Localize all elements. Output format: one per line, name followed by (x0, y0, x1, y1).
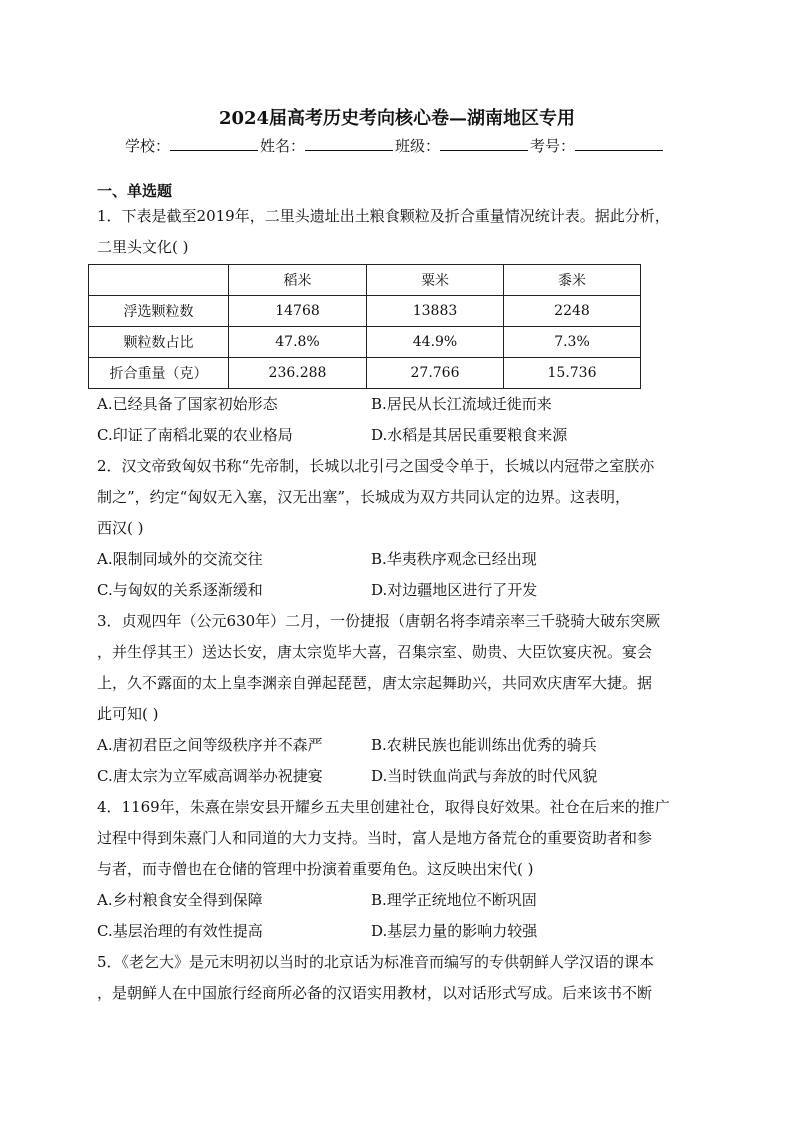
option-c[interactable]: C.印证了南稻北粟的农业格局 (97, 426, 293, 444)
option-a[interactable]: A.乡村粮食安全得到保障 (97, 891, 263, 909)
question-5-stem (97, 947, 697, 1009)
table-cell: 13883 (367, 296, 504, 327)
name-label: 姓名： (260, 137, 306, 155)
name-blank[interactable] (305, 136, 393, 151)
exam-number-label: 考号： (530, 137, 576, 155)
question-1-stem (97, 201, 697, 263)
table-cell: 236.288 (229, 358, 367, 389)
option-b[interactable]: B.农耕民族也能训练出优秀的骑兵 (371, 736, 597, 754)
school-blank[interactable] (170, 136, 258, 151)
question-line: 与者，而寺僧也在仓储的管理中扮演着重要角色。这反映出宋代( ) (97, 860, 534, 878)
question-line: 上，久不露面的太上皇李渊亲自弹起琵琶，唐太宗起舞助兴，共同欢庆唐军大捷。据 (97, 674, 653, 692)
table-cell: 27.766 (367, 358, 504, 389)
question-line: 4．1169年，朱熹在崇安县开耀乡五夫里创建社仓，取得良好效果。社仓在后来的推广 (97, 798, 670, 816)
question-4-stem (97, 792, 697, 885)
table-cell: 47.8% (229, 327, 367, 358)
table-row (89, 327, 641, 358)
class-blank[interactable] (440, 136, 528, 151)
table-cell: 稻米 (229, 265, 367, 296)
table-row (89, 296, 641, 327)
table-cell: 颗粒数占比 (89, 327, 229, 358)
class-label: 班级： (395, 137, 441, 155)
question-line: 西汉( ) (97, 519, 144, 537)
table-cell: 浮选颗粒数 (89, 296, 229, 327)
question-4-options (97, 885, 697, 947)
question-line: 二里头文化( ) (97, 238, 189, 256)
table-cell: 44.9% (367, 327, 504, 358)
question-line: 2．汉文帝致匈奴书称“先帝制，长城以北引弓之国受令单于，长城以内冠带之室朕亦 (97, 457, 655, 475)
option-a[interactable]: A.唐初君臣之间等级秩序并不森严 (97, 736, 323, 754)
option-c[interactable]: C.基层治理的有效性提高 (97, 922, 263, 940)
option-a[interactable]: A.已经具备了国家初始形态 (97, 395, 278, 413)
table-row (89, 358, 641, 389)
table-cell: 7.3% (504, 327, 641, 358)
option-d[interactable]: D.对边疆地区进行了开发 (371, 581, 538, 599)
question-line: 过程中得到朱熹门人和同道的大力支持。当时，富人是地方备荒仓的重要资助者和参 (97, 829, 653, 847)
table-cell: 2248 (504, 296, 641, 327)
question-line: 制之”，约定“匈奴无入塞，汉无出塞”，长城成为双方共同认定的边界。这表明， (97, 488, 631, 506)
question-line: ，并生俘其王）送达长安，唐太宗览毕大喜，召集宗室、勋贵、大臣饮宴庆祝。宴会 (97, 643, 653, 661)
question-3-options (97, 730, 697, 792)
question-line: 此可知( ) (97, 705, 159, 723)
table-cell: 14768 (229, 296, 367, 327)
option-c[interactable]: C.唐太宗为立军威高调举办祝捷宴 (97, 767, 323, 785)
student-info-line (125, 135, 665, 156)
question-1-options (97, 389, 697, 451)
option-d[interactable]: D.基层力量的影响力较强 (371, 922, 538, 940)
option-b[interactable]: B.华夷秩序观念已经出现 (371, 550, 537, 568)
exam-title: 2024届高考历史考向核心卷—湖南地区专用 (218, 108, 576, 129)
table-cell (89, 265, 229, 296)
table-header-row (89, 265, 641, 296)
option-b[interactable]: B.居民从长江流域迁徙而来 (371, 395, 552, 413)
question-line: 5．《老乞大》是元末明初以当时的北京话为标准音而编写的专供朝鲜人学汉语的课本 (97, 953, 655, 971)
question-3-stem (97, 606, 697, 730)
option-b[interactable]: B.理学正统地位不断巩固 (371, 891, 537, 909)
school-label: 学校： (125, 137, 171, 155)
table-cell: 粟米 (367, 265, 504, 296)
table-cell: 15.736 (504, 358, 641, 389)
question-2-stem (97, 451, 697, 544)
option-c[interactable]: C.与匈奴的关系逐渐缓和 (97, 581, 263, 599)
section-heading: 一、单选题 (97, 182, 173, 200)
question-line: 3．贞观四年（公元630年）二月，一份捷报（唐朝名将李靖亲率三千骁骑大破东突厥 (97, 612, 661, 630)
table-cell: 黍米 (504, 265, 641, 296)
grain-statistics-table (88, 264, 641, 389)
question-2-options (97, 544, 697, 606)
table-cell: 折合重量（克） (89, 358, 229, 389)
option-a[interactable]: A.限制同域外的交流交往 (97, 550, 263, 568)
question-line: ，是朝鲜人在中国旅行经商所必备的汉语实用教材，以对话形式写成。后来该书不断 (97, 984, 653, 1002)
question-line: 1．下表是截至2019年，二里头遗址出土粮食颗粒及折合重量情况统计表。据此分析， (97, 207, 670, 225)
exam-number-blank[interactable] (575, 136, 663, 151)
option-d[interactable]: D.水稻是其居民重要粮食来源 (371, 426, 568, 444)
option-d[interactable]: D.当时铁血尚武与奔放的时代风貌 (371, 767, 598, 785)
